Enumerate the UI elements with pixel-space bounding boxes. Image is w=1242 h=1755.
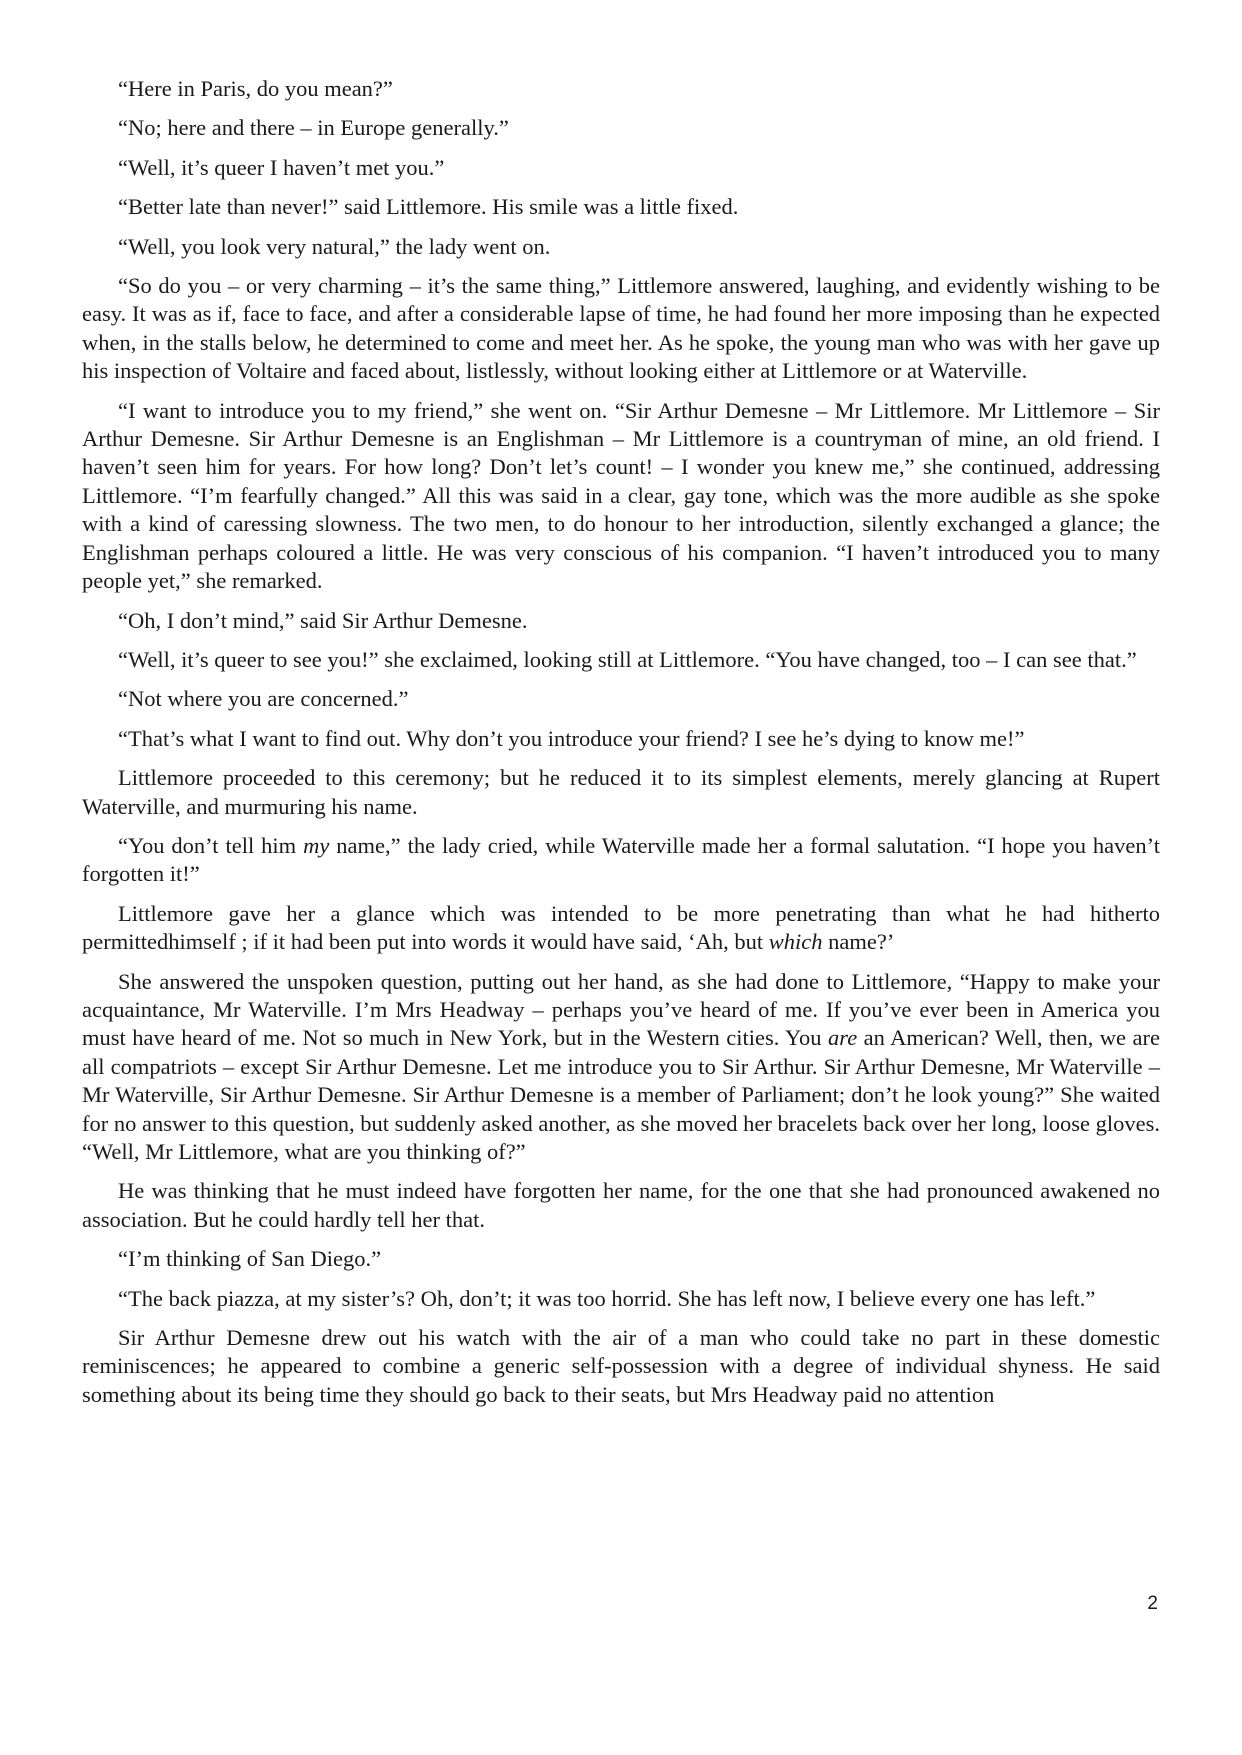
text-run: Littlemore proceeded to this ceremony; but he reduced it to its simplest elements, merely glancing at Rupert Waterville, and murmuring his name.	[82, 765, 1160, 819]
paragraph	[82, 154, 1160, 182]
italic-text: my	[303, 832, 330, 858]
text-run: name?’	[822, 929, 895, 955]
paragraph	[82, 900, 1160, 957]
paragraph	[82, 607, 1160, 635]
text-run: “The back piazza, at my sister’s? Oh, don’t; it was too horrid. She has left now, I believe every one has left.”	[118, 1285, 1096, 1311]
paragraph	[82, 75, 1160, 103]
text-run: Sir Arthur Demesne drew out his watch with the air of a man who could take no part in these domestic reminiscences; he appeared to combine a generic self-possession with a degree of individual shyness. He said something about its being time they should go back to their seats, but Mrs Headway paid no attention	[82, 1325, 1160, 1407]
text-run: “Here in Paris, do you mean?”	[118, 76, 393, 101]
text-run: She answered the unspoken question, putting out her hand, as she had done to Littlemore, “Happy to make your acquaintance, Mr Waterville. I’m Mrs Headway – perhaps you’ve heard of me. If you’ve ever been in America you must have heard of me. Not so much in New York, but in the Western cities. You	[82, 968, 1160, 1051]
text-run: “Well, it’s queer to see you!” she exclaimed, looking still at Littlemore. “You have changed, too – I can see that.”	[118, 646, 1137, 672]
paragraph	[82, 397, 1160, 596]
text-run: “Not where you are concerned.”	[118, 686, 409, 712]
paragraph	[82, 1177, 1160, 1234]
text-run: “Better late than never!” said Littlemore. His smile was a little fixed.	[118, 194, 739, 220]
text-run: “Well, you look very natural,” the lady went on.	[118, 233, 551, 259]
text-run: “I’m thinking of San Diego.”	[118, 1246, 382, 1272]
italic-text: are	[828, 1025, 858, 1051]
paragraph	[82, 233, 1160, 261]
paragraph	[82, 685, 1160, 713]
text-run: “I want to introduce you to my friend,” she went on. “Sir Arthur Demesne – Mr Littlemore. Mr Littlemore – Sir Arthur Demesne. Sir Arthur Demesne is an Englishman – Mr Littlemore is a countryman of mine, an old friend. I haven’t seen him for years. For how long? Don’t let’s count! – I wonder you knew me,” she continued, addressing Littlemore. “I’m fearfully changed.” All this was said in a clear, gay tone, which was the more audible as she spoke with a kind of caressing slowness. The two men, to do honour to her introduction, silently exchanged a glance; the Englishman perhaps coloured a little. He was very conscious of his companion. “I haven’t introduced you to many people yet,” she remarked.	[82, 397, 1160, 594]
text-run: Littlemore gave her a glance which was intended to be more penetrating than what he had hitherto permittedhimself ; if it had been put into words it would have said, ‘Ah, but	[82, 900, 1160, 955]
text-run: “Well, it’s queer I haven’t met you.”	[118, 154, 445, 180]
text-run: He was thinking that he must indeed have forgotten her name, for the one that she had pronounced awakened no association. But he could hardly tell her that.	[82, 1178, 1160, 1232]
paragraph	[82, 832, 1160, 889]
text-run: “You don’t tell him	[118, 832, 304, 858]
italic-text: which	[768, 929, 823, 955]
text-run: “Oh, I don’t mind,” said Sir Arthur Demesne.	[118, 607, 528, 633]
paragraph	[82, 272, 1160, 386]
paragraph	[82, 1324, 1160, 1409]
paragraph	[82, 193, 1160, 221]
paragraph	[82, 725, 1160, 753]
text-run: an American? Well, then, we are all compatriots – except Sir Arthur Demesne. Let me introduce you to Sir Arthur. Sir Arthur Demesne, Mr Waterville – Mr Waterville, Sir Arthur Demesne. Sir Arthur Demesne is a member of Parliament; don’t he look young?” She waited for no answer to this question, but suddenly asked another, as she moved her bracelets back over her long, loose gloves. “Well, Mr Littlemore, what are you thinking of?”	[82, 1025, 1160, 1164]
paragraph	[82, 1245, 1160, 1273]
paragraph	[82, 764, 1160, 821]
body-text	[82, 75, 1160, 1420]
paragraph	[82, 646, 1160, 674]
text-run: “No; here and there – in Europe generally.”	[118, 115, 509, 141]
paragraph	[82, 1285, 1160, 1313]
text-run: “So do you – or very charming – it’s the same thing,” Littlemore answered, laughing, and evidently wishing to be easy. It was as if, face to face, and after a considerable lapse of time, he had found her more imposing than he expected when, in the stalls below, he determined to come and meet her. As he spoke, the young man who was with her gave up his inspection of Voltaire and faced about, listlessly, without looking either at Littlemore or at Waterville.	[82, 273, 1160, 384]
paragraph	[82, 968, 1160, 1167]
page-number: 2	[1147, 1593, 1158, 1614]
text-run: name,” the lady cried, while Waterville made her a formal salutation. “I hope you haven’t forgotten it!”	[82, 832, 1160, 887]
text-run: “That’s what I want to find out. Why don’t you introduce your friend? I see he’s dying to know me!”	[118, 725, 1025, 751]
paragraph	[82, 114, 1160, 142]
